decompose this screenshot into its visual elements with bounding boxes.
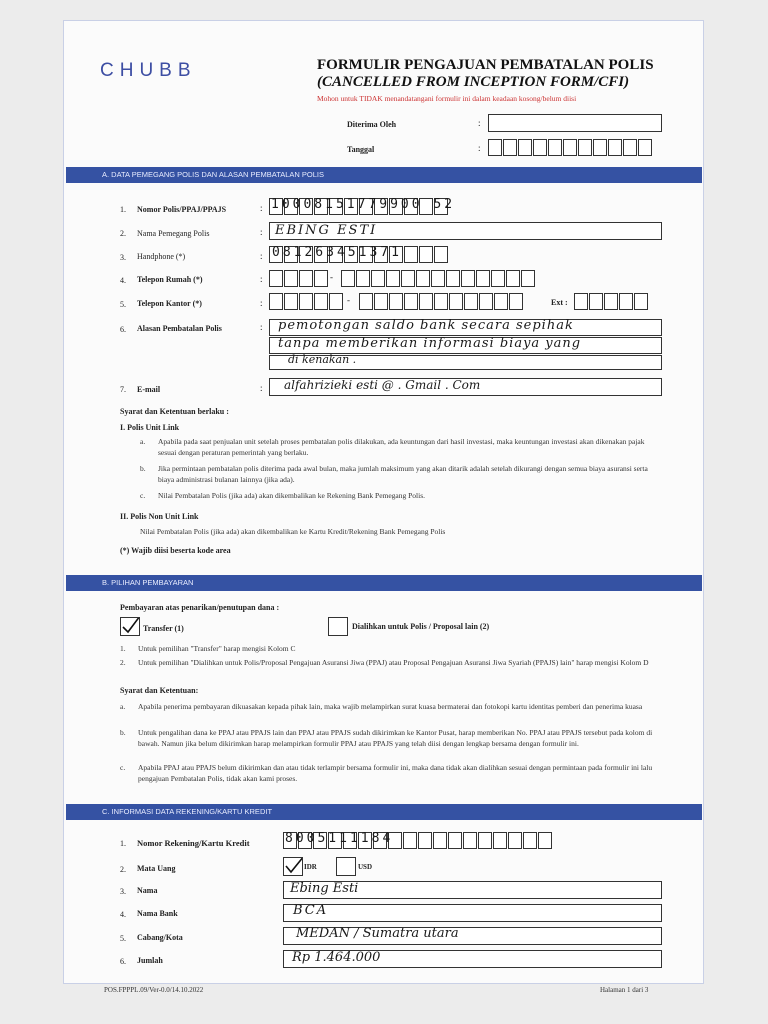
field-number: 5. <box>120 300 126 309</box>
list-marker: 2. <box>120 658 126 667</box>
date-field[interactable] <box>488 139 653 156</box>
unit-link-term: Jika permintaan pembatalan polis diterima pada awal bulan, maka jumlah maksimum yang akan ditarik adalah setelah dikurangi dengan semua biaya asuransi serta biaya administrasi bulanan lainnya (jika ada). <box>158 464 648 484</box>
bank-name-value: BCA <box>293 903 329 918</box>
policy-number-value: 10008151779900 52 <box>271 197 456 212</box>
account-number-value: 8005111184 <box>285 831 394 846</box>
colon: : <box>260 298 263 308</box>
office-phone-area-field[interactable] <box>269 293 344 310</box>
ext-field[interactable] <box>574 293 649 310</box>
field-number: 1. <box>120 839 126 848</box>
colon: : <box>260 383 263 393</box>
payment-note: Untuk pemilihan "Transfer" harap mengisi Kolom C <box>138 644 296 653</box>
colon: : <box>260 274 263 284</box>
currency-label: Mata Uang <box>137 864 176 873</box>
dash: - <box>347 295 350 305</box>
handphone-label: Handphone (*) <box>137 252 186 261</box>
cancel-reason-label: Alasan Pembatalan Polis <box>137 324 222 333</box>
ext-label: Ext : <box>551 298 568 307</box>
form-subtitle: (CANCELLED FROM INCEPTION FORM/CFI) <box>317 74 630 90</box>
received-by-label: Diterima Oleh <box>347 120 397 129</box>
home-phone-label: Telepon Rumah (*) <box>137 275 203 284</box>
amount-value: Rp 1.464.000 <box>292 950 381 965</box>
handphone-value: 081263451371 <box>272 245 402 260</box>
payment-term: Apabila PPAJ atau PPAJS belum dikirimkan dan atau tidak terlampir bersama formulir ini, maka dana tidak akan dialihkan sesuai dengan permintaan pada formulir ini lalu pengajuan Pembatalan Polis, tidak akan kami proses. <box>138 763 653 783</box>
bank-name-label: Nama Bank <box>137 909 178 918</box>
chubb-logo: CHUBB <box>100 60 197 81</box>
email-value: alfahrizieki esti @ . Gmail . Com <box>284 378 481 392</box>
field-number: 3. <box>120 253 126 262</box>
field-number: 5. <box>120 934 126 943</box>
email-label: E-mail <box>137 385 161 394</box>
colon: : <box>260 251 263 261</box>
form-title: FORMULIR PENGAJUAN PEMBATALAN POLIS <box>317 57 654 73</box>
section-b-terms-title: Syarat dan Ketentuan: <box>120 686 199 695</box>
branch-label: Cabang/Kota <box>137 933 183 942</box>
date-label: Tanggal <box>347 145 375 154</box>
form-warning: Mohon untuk TIDAK menandatangani formulir ini dalam keadaan kosong/belum diisi <box>317 94 577 103</box>
transfer-to-policy-label: Dialihkan untuk Polis / Proposal lain (2) <box>352 622 490 631</box>
field-number: 6. <box>120 325 126 334</box>
list-marker: 1. <box>120 644 126 653</box>
colon: : <box>260 322 263 332</box>
field-number: 3. <box>120 887 126 896</box>
section-a-header: A. DATA PEMEGANG POLIS DAN ALASAN PEMBATALAN POLIS <box>66 167 702 183</box>
field-number: 4. <box>120 910 126 919</box>
field-number: 2. <box>120 229 126 238</box>
list-marker: c. <box>120 763 126 772</box>
transfer-option-label: Transfer (1) <box>143 624 184 633</box>
footnote: (*) Wajib diisi beserta kode area <box>120 546 231 555</box>
field-number: 2. <box>120 865 126 874</box>
transfer-to-policy-checkbox[interactable] <box>328 617 348 636</box>
check-mark-icon <box>121 618 139 635</box>
usd-label: USD <box>358 863 373 871</box>
account-name-value: Ebing Esti <box>290 881 359 896</box>
idr-checkbox[interactable] <box>283 857 303 876</box>
office-phone-number-field[interactable] <box>359 293 524 310</box>
cancel-reason-line-2: tanpa memberikan informasi biaya yang <box>278 336 582 351</box>
colon: : <box>478 143 481 153</box>
page-number: Halaman 1 dari 3 <box>600 986 649 994</box>
cancel-reason-line-1: pemotongan saldo bank secara sepihak <box>278 318 574 333</box>
office-phone-label: Telepon Kantor (*) <box>137 299 202 308</box>
account-name-label: Nama <box>137 886 158 895</box>
list-marker: b. <box>120 728 126 737</box>
unit-link-title: I. Polis Unit Link <box>120 423 180 432</box>
colon: : <box>478 118 481 128</box>
payment-term: Untuk pengalihan dana ke PPAJ atau PPAJS lain dan PPAJ atau PPAJS sudah dikirimkan ke Kantor Pusat, harap memberikan No. PPAJ atau PPAJS tersebut pada kolom di bawah. Namun jika belum dikirimkan harap melampirkan formulir PPAJ atau PPAJS yang telah diisi dengan lengkap bersama dengan formulir ini. <box>138 728 653 748</box>
list-marker: c. <box>140 491 146 500</box>
transfer-checkbox[interactable] <box>120 617 140 636</box>
form-code: POS.FPPPL.09/Ver-0.0/14.10.2022 <box>104 986 204 994</box>
list-marker: b. <box>140 464 146 473</box>
non-unit-link-title: II. Polis Non Unit Link <box>120 512 199 521</box>
section-b-header: B. PILIHAN PEMBAYARAN <box>66 575 702 591</box>
amount-label: Jumlah <box>137 956 163 965</box>
policy-holder-label: Nama Pemegang Polis <box>137 229 210 238</box>
payment-note: Untuk pemilihan "Dialihkan untuk Polis/Proposal Pengajuan Asuransi Jiwa (PPAJ) atau Proposal Pengajuan Asuransi Jiwa Syariah (PPAJS) lain" harap mengisi Kolom D <box>138 658 649 667</box>
usd-checkbox[interactable] <box>336 857 356 876</box>
received-by-field[interactable] <box>488 114 662 132</box>
home-phone-area-field[interactable] <box>269 270 329 287</box>
check-mark-icon <box>284 858 302 875</box>
unit-link-term: Apabila pada saat penjualan unit setelah proses pembatalan polis dilakukan, ada keuntungan dari hasil investasi, maka keuntungan investasi akan dikenakan pajak sesuai dengan peraturan pemerintah yang berlaku. <box>158 437 645 457</box>
policy-holder-value: EBING ESTI <box>275 223 378 238</box>
list-marker: a. <box>120 702 126 711</box>
field-number: 1. <box>120 205 126 214</box>
colon: : <box>260 203 263 213</box>
terms-title: Syarat dan Ketentuan berlaku : <box>120 407 229 416</box>
policy-number-label: Nomor Polis/PPAJ/PPAJS <box>137 205 227 214</box>
list-marker: a. <box>140 437 146 446</box>
payment-term: Apabila penerima pembayaran dikuasakan kepada pihak lain, maka wajib melampirkan surat kuasa bermaterai dan fotokopi kartu identitas pemberi dan penerima kuasa <box>138 702 643 711</box>
branch-value: MEDAN / Sumatra utara <box>296 926 459 941</box>
dash: - <box>330 272 333 282</box>
field-number: 7. <box>120 385 126 394</box>
unit-link-term: Nilai Pembatalan Polis (jika ada) akan dikembalikan ke Rekening Bank Pemegang Polis. <box>158 491 426 500</box>
bank-name-field[interactable] <box>283 904 662 922</box>
idr-label: IDR <box>304 863 317 871</box>
colon: : <box>260 227 263 237</box>
home-phone-number-field[interactable] <box>341 270 536 287</box>
section-c-header: C. INFORMASI DATA REKENING/KARTU KREDIT <box>66 804 702 820</box>
account-number-label: Nomor Rekening/Kartu Kredit <box>137 838 250 848</box>
payment-question: Pembayaran atas penarikan/penutupan dana : <box>120 603 280 612</box>
field-number: 4. <box>120 276 126 285</box>
non-unit-link-text: Nilai Pembatalan Polis (jika ada) akan dikembalikan ke Kartu Kredit/Rekening Bank Pemegang Polis <box>140 527 446 536</box>
field-number: 6. <box>120 957 126 966</box>
cancel-reason-line-3: di kenakan . <box>288 353 357 366</box>
